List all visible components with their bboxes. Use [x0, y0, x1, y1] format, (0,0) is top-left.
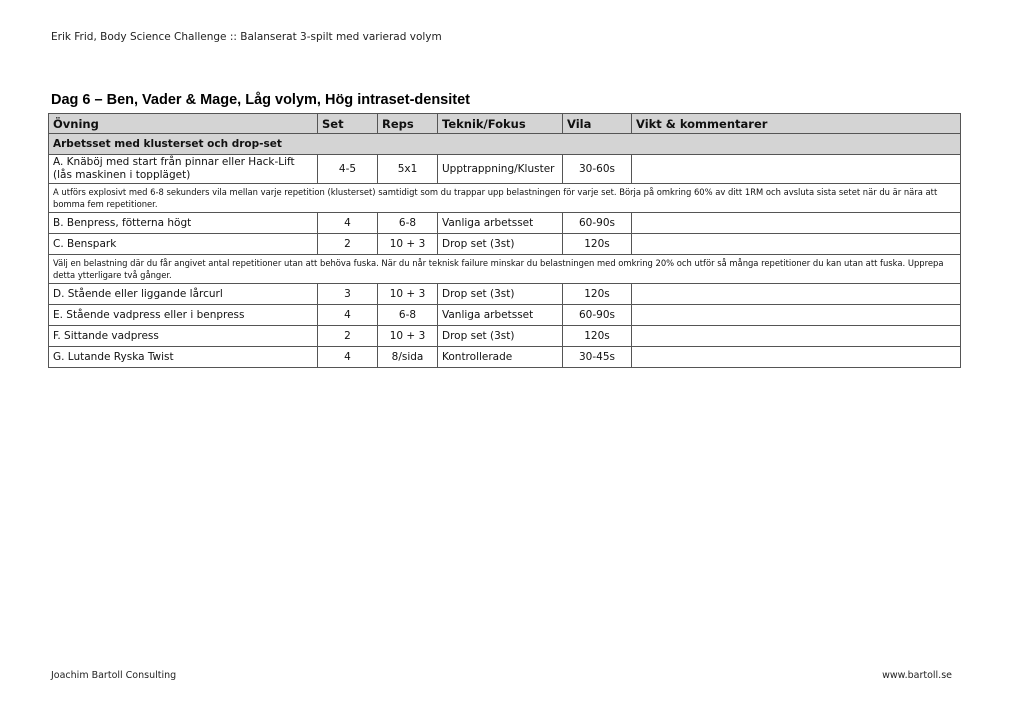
exercise-name: E. Stående vadpress eller i benpress: [49, 305, 318, 326]
set-cell: 4-5: [318, 155, 378, 184]
reps-cell: 10 + 3: [378, 234, 438, 255]
workout-table: [48, 113, 961, 368]
set-cell: 4: [318, 347, 378, 368]
table-row: [49, 213, 961, 234]
reps-cell: 10 + 3: [378, 326, 438, 347]
table-row: [49, 326, 961, 347]
column-header-reps: Reps: [378, 114, 438, 134]
comment-cell[interactable]: [632, 347, 961, 368]
rest-cell: 60-90s: [563, 305, 632, 326]
technique-cell: Drop set (3st): [438, 326, 563, 347]
exercise-name: B. Benpress, fötterna högt: [49, 213, 318, 234]
section-title: Arbetsset med klusterset och drop-set: [49, 134, 961, 155]
note-row: [49, 184, 961, 213]
reps-cell: 8/sida: [378, 347, 438, 368]
note-text: A utförs explosivt med 6-8 sekunders vila mellan varje repetition (klusterset) samtidigt som du trappar upp belastningen för varje set. Börja på omkring 60% av ditt 1RM och avsluta sista setet när du är nära att bomma fem repetitioner.: [49, 184, 961, 213]
column-header-set: Set: [318, 114, 378, 134]
set-cell: 4: [318, 213, 378, 234]
comment-cell[interactable]: [632, 213, 961, 234]
rest-cell: 120s: [563, 284, 632, 305]
day-title: Dag 6 – Ben, Vader & Mage, Låg volym, Hög intraset-densitet: [51, 92, 470, 108]
technique-cell: Drop set (3st): [438, 234, 563, 255]
technique-cell: Upptrappning/Kluster: [438, 155, 563, 184]
set-cell: 4: [318, 305, 378, 326]
reps-cell: 6-8: [378, 213, 438, 234]
technique-cell: Drop set (3st): [438, 284, 563, 305]
rest-cell: 60-90s: [563, 213, 632, 234]
table-row: [49, 284, 961, 305]
comment-cell[interactable]: [632, 284, 961, 305]
comment-cell[interactable]: [632, 326, 961, 347]
table-row: [49, 305, 961, 326]
footer-website: www.bartoll.se: [882, 670, 952, 681]
note-text: Välj en belastning där du får angivet antal repetitioner utan att behöva fuska. När du når teknisk failure minskar du belastningen med omkring 20% och utför så många repetitioner du kan utan att fuska. Upprepa detta ytterligare två gånger.: [49, 255, 961, 284]
rest-cell: 120s: [563, 326, 632, 347]
section-row: [49, 134, 961, 155]
exercise-name: D. Stående eller liggande lårcurl: [49, 284, 318, 305]
footer-company: Joachim Bartoll Consulting: [51, 670, 177, 681]
technique-cell: Vanliga arbetsset: [438, 213, 563, 234]
table-row: [49, 347, 961, 368]
rest-cell: 120s: [563, 234, 632, 255]
column-header-comments: Vikt & kommentarer: [632, 114, 961, 134]
table-row: [49, 155, 961, 184]
table-header-row: [49, 114, 961, 134]
comment-cell[interactable]: [632, 305, 961, 326]
set-cell: 2: [318, 326, 378, 347]
technique-cell: Kontrollerade: [438, 347, 563, 368]
column-header-exercise: Övning: [49, 114, 318, 134]
exercise-name: F. Sittande vadpress: [49, 326, 318, 347]
table-row: [49, 234, 961, 255]
column-header-rest: Vila: [563, 114, 632, 134]
column-header-technique: Teknik/Fokus: [438, 114, 563, 134]
technique-cell: Vanliga arbetsset: [438, 305, 563, 326]
exercise-name: G. Lutande Ryska Twist: [49, 347, 318, 368]
exercise-name: C. Benspark: [49, 234, 318, 255]
exercise-name: A. Knäböj med start från pinnar eller Hack-Lift (lås maskinen i toppläget): [49, 155, 318, 184]
document-header: Erik Frid, Body Science Challenge :: Balanserat 3-spilt med varierad volym: [51, 31, 442, 43]
rest-cell: 30-60s: [563, 155, 632, 184]
rest-cell: 30-45s: [563, 347, 632, 368]
reps-cell: 5x1: [378, 155, 438, 184]
note-row: [49, 255, 961, 284]
reps-cell: 10 + 3: [378, 284, 438, 305]
comment-cell[interactable]: [632, 155, 961, 184]
set-cell: 3: [318, 284, 378, 305]
set-cell: 2: [318, 234, 378, 255]
comment-cell[interactable]: [632, 234, 961, 255]
reps-cell: 6-8: [378, 305, 438, 326]
